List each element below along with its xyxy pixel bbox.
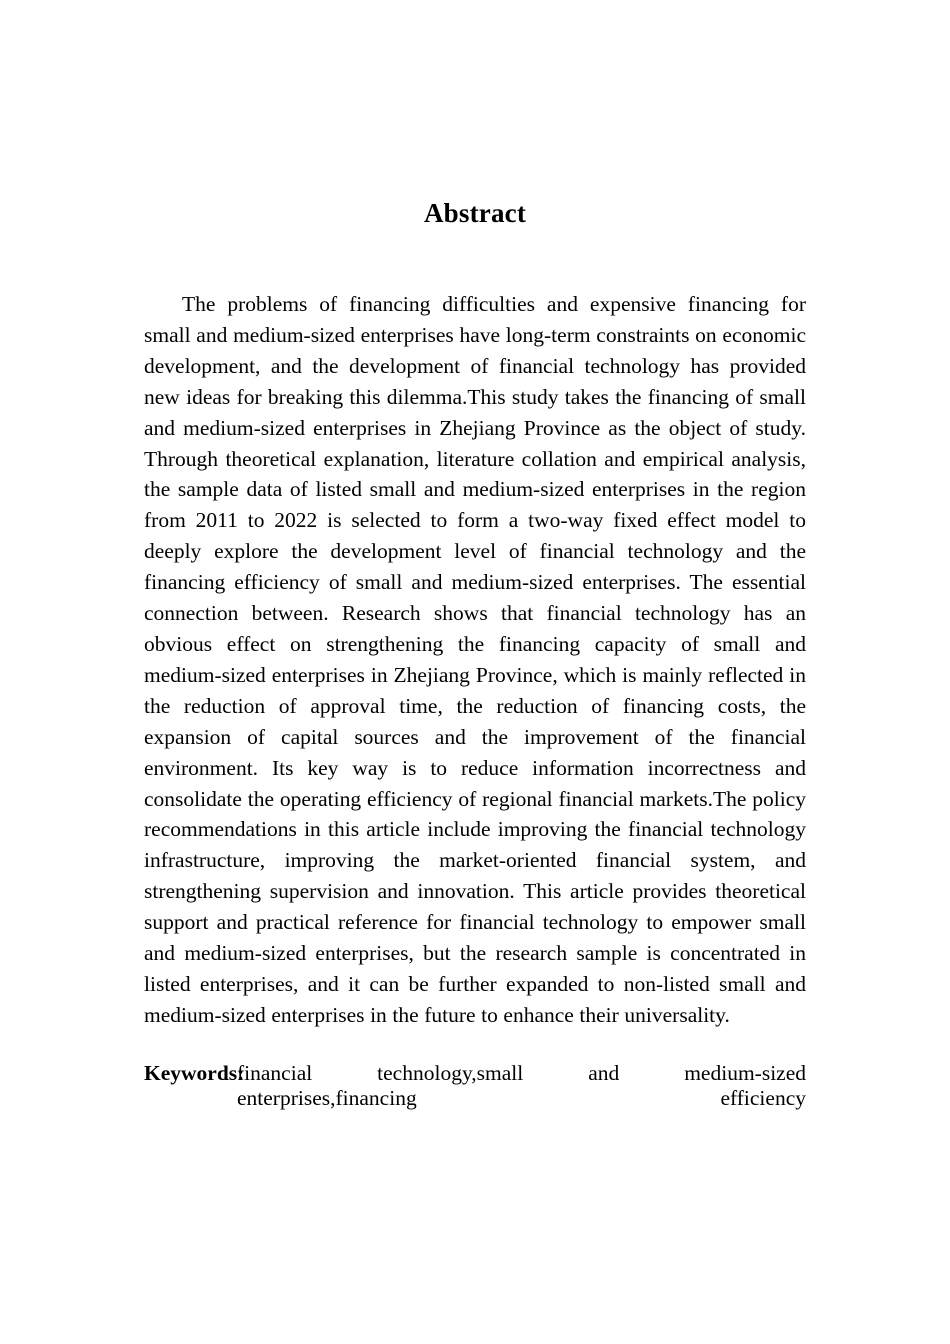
- document-content-column: [144, 0, 806, 1137]
- keywords-value: financial technology,small and medium-sized enterprises,financing efficiency: [237, 1060, 806, 1111]
- abstract-paragraph: The problems of financing difficulties and expensive financing for small and medium-sized enterprises have long-term constraints on economic development, and the development of financial technology has provided new ideas for breaking this dilemma.This study takes the financing of small and medium-sized enterprises in Zhejiang Province as the object of study. Through theoretical explanation, literature collation and empirical analysis, the sample data of listed small and medium-sized enterprises in the region from 2011 to 2022 is selected to form a two-way fixed effect model to deeply explore the development level of financial technology and the financing efficiency of small and medium-sized enterprises. The essential connection between. Research shows that financial technology has an obvious effect on strengthening the financing capacity of small and medium-sized enterprises in Zhejiang Province, which is mainly reflected in the reduction of approval time, the reduction of financing costs, the expansion of capital sources and the improvement of the financial environment. Its key way is to reduce information incorrectness and consolidate the operating efficiency of regional financial markets.The policy recommendations in this article include improving the financial technology infrastructure, improving the market-oriented financial system, and strengthening supervision and innovation. This article provides theoretical support and practical reference for financial technology to empower small and medium-sized enterprises, but the research sample is concentrated in listed enterprises, and it can be further expanded to non-listed small and medium-sized enterprises in the future to enhance their universality.: [144, 292, 806, 1027]
- keywords-label: Keywords:: [144, 1060, 245, 1085]
- keywords-section: [144, 1031, 806, 1138]
- page-title: Abstract: [423, 198, 527, 228]
